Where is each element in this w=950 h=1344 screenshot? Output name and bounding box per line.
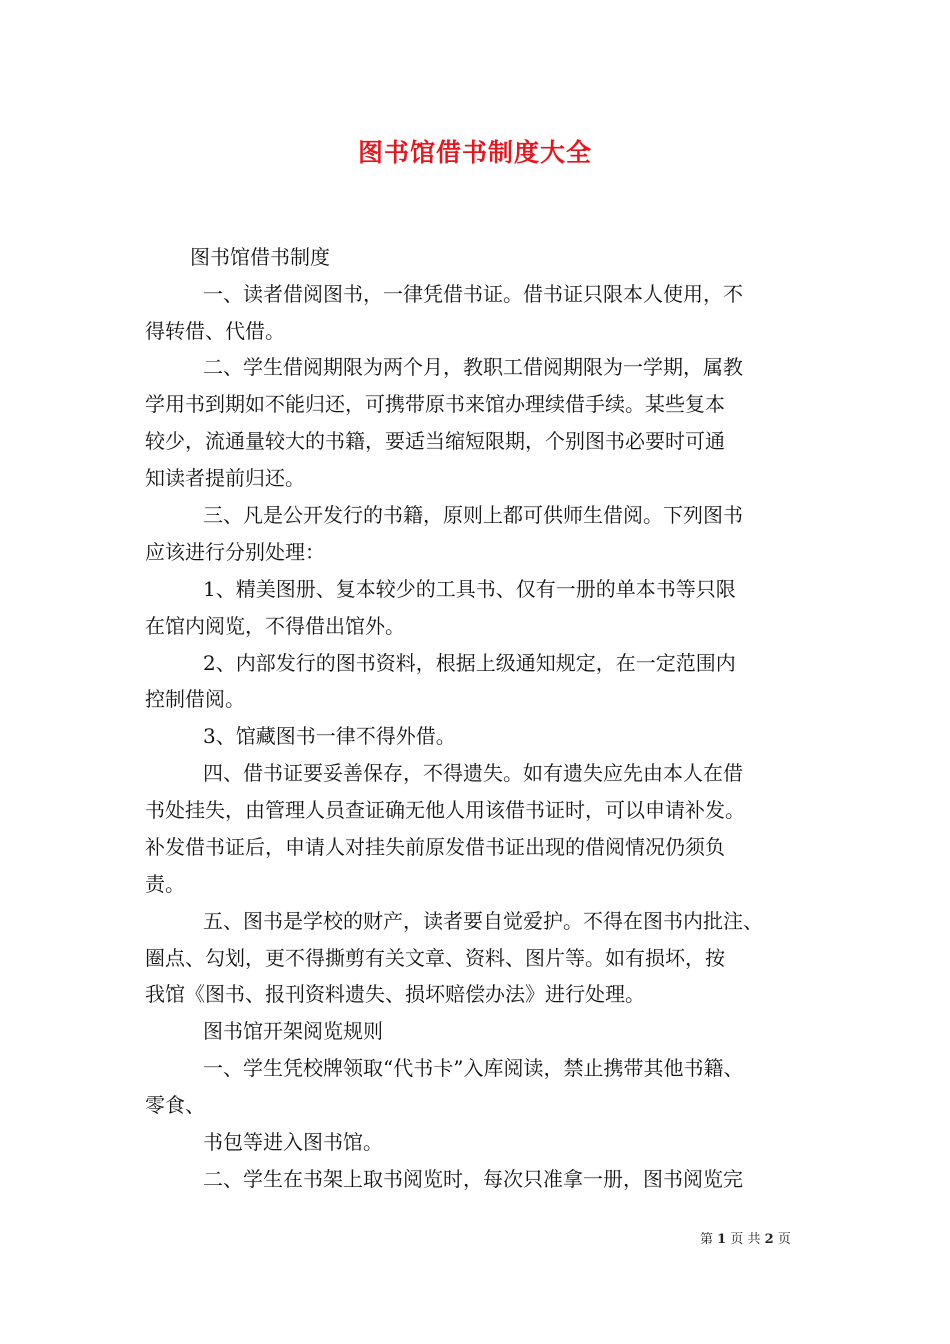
section-heading: 图书馆开架阅览规则 (203, 1019, 383, 1043)
paragraph-line: 3、馆藏图书一律不得外借。 (203, 724, 456, 748)
page-number-footer (700, 1228, 791, 1247)
paragraph-line: 责。 (145, 872, 185, 896)
paragraph-line: 零食、 (145, 1093, 205, 1117)
paragraph-line: 四、借书证要妥善保存，不得遗失。如有遗失应先由本人在借 (203, 761, 743, 785)
total-page-count: 2 (764, 1232, 774, 1247)
paragraph-line: 补发借书证后，申请人对挂失前原发借书证出现的借阅情况仍须负 (145, 835, 725, 859)
paragraph-line: 书处挂失，由管理人员查证确无他人用该借书证时，可以申请补发。 (145, 798, 745, 822)
paragraph-line: 我馆《图书、报刊资料遗失、损坏赔偿办法》进行处理。 (145, 982, 645, 1006)
paragraph-line: 三、凡是公开发行的书籍，原则上都可供师生借阅。下列图书 (203, 503, 743, 527)
paragraph-line: 一、学生凭校牌领取“代书卡”入库阅读，禁止携带其他书籍、 (203, 1056, 744, 1080)
paragraph-line: 二、学生在书架上取书阅览时，每次只准拿一册，图书阅览完 (203, 1167, 743, 1191)
page-title: 图书馆借书制度大全 (357, 138, 592, 167)
paragraph-line: 控制借阅。 (145, 687, 245, 711)
paragraph-line: 2、内部发行的图书资料，根据上级通知规定，在一定范围内 (203, 651, 736, 675)
paragraph-line: 五、图书是学校的财产，读者要自觉爱护。不得在图书内批注、 (203, 909, 763, 933)
footer-prefix: 第 (700, 1232, 714, 1247)
paragraph-line: 二、学生借阅期限为两个月，教职工借阅期限为一学期，属教 (203, 355, 743, 379)
section-heading: 图书馆借书制度 (190, 245, 330, 269)
paragraph-line: 得转借、代借。 (145, 319, 285, 343)
paragraph-line: 学用书到期如不能归还，可携带原书来馆办理续借手续。某些复本 (145, 392, 725, 416)
paragraph-line: 圈点、勾划，更不得撕剪有关文章、资料、图片等。如有损坏，按 (145, 946, 725, 970)
paragraph-line: 在馆内阅览，不得借出馆外。 (145, 614, 405, 638)
paragraph-line: 一、读者借阅图书，一律凭借书证。借书证只限本人使用，不 (203, 282, 743, 306)
paragraph-line: 书包等进入图书馆。 (203, 1130, 383, 1154)
footer-suffix: 页 (777, 1232, 791, 1247)
paragraph-line: 1、精美图册、复本较少的工具书、仅有一册的单本书等只限 (203, 577, 736, 601)
current-page-number: 1 (717, 1232, 727, 1247)
paragraph-line: 应该进行分别处理： (145, 540, 325, 564)
paragraph-line: 较少，流通量较大的书籍，要适当缩短限期，个别图书必要时可通 (145, 429, 725, 453)
footer-middle: 页 共 (730, 1232, 761, 1247)
paragraph-line: 知读者提前归还。 (145, 466, 305, 490)
